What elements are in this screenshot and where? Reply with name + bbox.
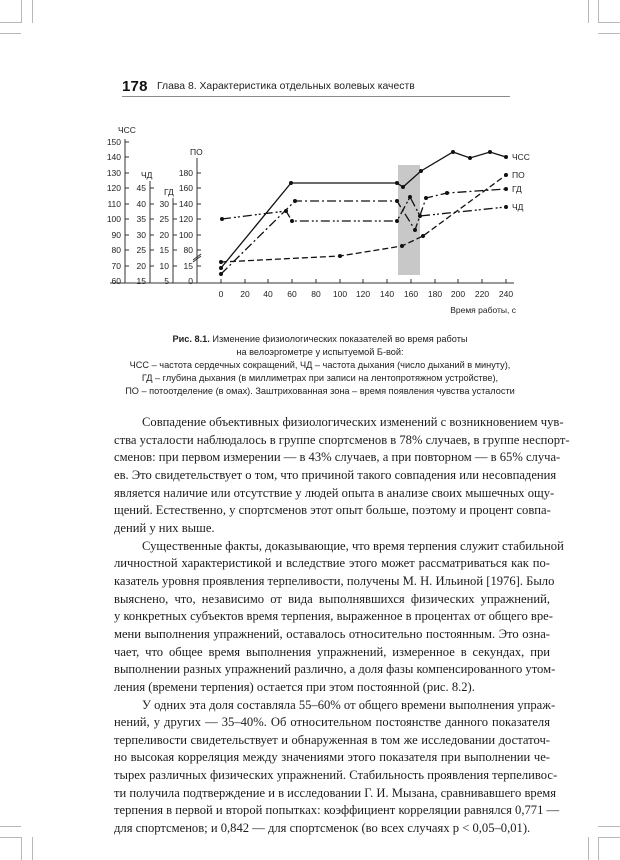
svg-text:ПО: ПО [512, 170, 525, 180]
svg-text:20: 20 [136, 261, 146, 271]
y-axis-gd [160, 187, 177, 286]
svg-text:ГД: ГД [164, 187, 174, 197]
caption-line: ГД – глубина дыхания (в миллиметрах при записи на лентопротяжном устройстве), [141, 373, 499, 383]
text-line: чает, что общее время выполнения упражнений, измеренное в секундах, при [114, 644, 550, 659]
caption-line: ЧСС – частота сердечных сокращений, ЧД – частота дыхания (число дыханий в минуту), [129, 360, 511, 370]
paragraph [114, 697, 560, 838]
text-line: дений у них выше. [114, 520, 215, 535]
svg-text:140: 140 [379, 289, 395, 299]
caption-line: ПО – потоотделение (в омах). Заштрихованная зона – время появления чувства усталости [125, 386, 515, 396]
running-header [122, 78, 510, 97]
text-line: У одних эта доля составляла 55–60% от общего времени выполнения упраж- [142, 697, 556, 712]
svg-text:15: 15 [136, 276, 146, 286]
svg-text:0: 0 [188, 276, 193, 286]
svg-text:0: 0 [218, 289, 224, 299]
svg-text:80: 80 [311, 289, 321, 299]
series-chd [220, 195, 524, 223]
svg-text:100: 100 [106, 214, 121, 224]
text-line: ев. Это свидетельствует о том, что причиной такого совпадения или несовпадения [114, 467, 557, 482]
paragraph [114, 414, 570, 538]
text-line: выяснено, что, независимо от вида выполнявшихся физических упражнений, [114, 591, 550, 606]
svg-text:20: 20 [159, 230, 169, 240]
text-line: является наличие или отсутствие у людей опыта в анализе своих мышечных ощу- [114, 485, 555, 500]
paragraph [114, 538, 564, 697]
svg-text:ЧСС: ЧСС [118, 125, 136, 135]
series-gd [219, 184, 522, 276]
crop-mark [0, 22, 21, 23]
text-line: нений, у других — 35–40%. Об относительном постоянстве данного показателя [114, 715, 550, 730]
svg-text:200: 200 [450, 289, 466, 299]
svg-text:35: 35 [136, 214, 146, 224]
chapter-title: Глава 8. Характеристика отдельных волевых качеств [157, 81, 415, 92]
crop-mark [21, 0, 22, 23]
crop-mark [0, 826, 21, 827]
svg-text:130: 130 [106, 168, 121, 178]
svg-text:ПО: ПО [190, 147, 203, 157]
crop-mark [598, 826, 620, 827]
svg-text:25: 25 [136, 245, 146, 255]
crop-mark [0, 33, 21, 34]
page-number: 178 [122, 78, 148, 95]
caption-label: Рис. 8.1. [172, 334, 210, 344]
svg-text:240: 240 [498, 289, 514, 299]
svg-text:Время работы, с: Время работы, с [450, 305, 516, 315]
svg-text:25: 25 [159, 214, 169, 224]
svg-text:ЧД: ЧД [141, 170, 153, 180]
svg-text:20: 20 [240, 289, 250, 299]
x-axis [219, 279, 517, 315]
crop-mark [598, 22, 620, 23]
text-line: терпеливости свидетельствует и обнаруженная в том же исследовании достаточ- [114, 732, 550, 747]
svg-text:150: 150 [106, 137, 121, 147]
series-po [219, 170, 525, 264]
text-line: для спортсменов; и 0,842 — для спортсменок (во всех случаях p < 0,05–0,01). [114, 821, 531, 836]
text-line: щений. Естественно, у спортсменов этот опыт больше, поэтому и процент совпа- [114, 503, 551, 518]
y-axis-chd [137, 170, 154, 286]
svg-text:60: 60 [287, 289, 297, 299]
svg-text:100: 100 [178, 230, 193, 240]
svg-text:180: 180 [427, 289, 443, 299]
text-line: но высокая корреляция между значениями этого показателя при выполнении че- [114, 750, 550, 765]
svg-text:15: 15 [183, 261, 193, 271]
svg-text:120: 120 [355, 289, 371, 299]
text-line: личностной характеристикой и вследствие этого может рассматриваться как по- [114, 556, 550, 571]
y-axis-po [179, 147, 203, 286]
text-line: тырех различных физических упражнений. Стабильность проявления терпеливос- [114, 768, 558, 783]
text-line: выполнении разных упражнений различно, а доля фазы компенсированного утом- [114, 662, 556, 677]
svg-text:120: 120 [106, 183, 121, 193]
svg-text:160: 160 [178, 183, 193, 193]
text-line: терпения в первой и второй попытках: коэффициент корреляции равнялся 0,771 — [114, 803, 560, 818]
text-line: Существенные факты, доказывающие, что время терпения служит стабильной [142, 538, 564, 553]
svg-text:140: 140 [106, 152, 121, 162]
line-chart [100, 115, 530, 325]
series-chss [219, 150, 530, 270]
svg-text:ЧСС: ЧСС [512, 152, 530, 162]
svg-text:10: 10 [159, 261, 169, 271]
crop-mark [598, 33, 620, 34]
svg-text:ГД: ГД [512, 184, 522, 194]
svg-text:45: 45 [136, 183, 146, 193]
text-line: у конкретных субъектов время терпения, выраженное в процентах от общего вре- [114, 609, 553, 624]
crop-mark [588, 837, 589, 860]
svg-text:160: 160 [403, 289, 419, 299]
svg-text:5: 5 [164, 276, 169, 286]
svg-text:30: 30 [159, 199, 169, 209]
svg-text:60: 60 [111, 276, 121, 286]
svg-text:40: 40 [136, 199, 146, 209]
text-line: ления (времени терпения) остается при этом постоянной (рис. 8.2). [114, 679, 475, 694]
y-axis-chss [107, 125, 136, 286]
svg-text:80: 80 [183, 245, 193, 255]
text-line: Совпадение объективных физиологических изменений с возникновением чув- [142, 415, 564, 429]
svg-text:40: 40 [263, 289, 273, 299]
svg-text:15: 15 [159, 245, 169, 255]
caption-line: Изменение физиологических показателей во время работы [212, 334, 468, 344]
crop-mark [32, 0, 33, 23]
text-line: казатель уровня проявления терпеливости, получены М. Н. Ильиной [1976]. Было [114, 573, 555, 588]
svg-text:70: 70 [111, 261, 121, 271]
crop-mark [598, 0, 599, 23]
crop-mark [32, 837, 33, 860]
caption-line: на велоэргометре у испытуемой Б-вой: [236, 347, 404, 357]
svg-text:220: 220 [474, 289, 490, 299]
text-line: ти получила подтверждение и в исследовании Г. И. Мызана, сравнивавшего время [114, 785, 557, 800]
svg-text:90: 90 [111, 230, 121, 240]
figure-8-1-chart [100, 115, 530, 325]
svg-text:180: 180 [178, 168, 193, 178]
crop-mark [0, 837, 21, 838]
svg-text:140: 140 [178, 199, 193, 209]
svg-text:ЧД: ЧД [512, 202, 524, 212]
text-line: мени выполнения упражнений, оставалось относительно постоянным. Это озна- [114, 626, 550, 641]
body-text [114, 414, 570, 838]
crop-mark [588, 0, 589, 23]
svg-text:80: 80 [111, 245, 121, 255]
svg-text:110: 110 [107, 199, 121, 209]
svg-text:30: 30 [136, 230, 146, 240]
text-line: ства усталости наблюдалось в группе спортсменов в 78% случаев, в группе неспорт- [114, 432, 570, 447]
figure-caption [120, 333, 520, 398]
svg-text:100: 100 [332, 289, 348, 299]
text-line: сменов: при первом измерении — в 43% случаев, а при повторном — в 65% случа- [114, 450, 561, 465]
crop-mark [21, 837, 22, 860]
crop-mark [598, 837, 620, 838]
svg-text:120: 120 [178, 214, 193, 224]
crop-mark [598, 837, 599, 860]
